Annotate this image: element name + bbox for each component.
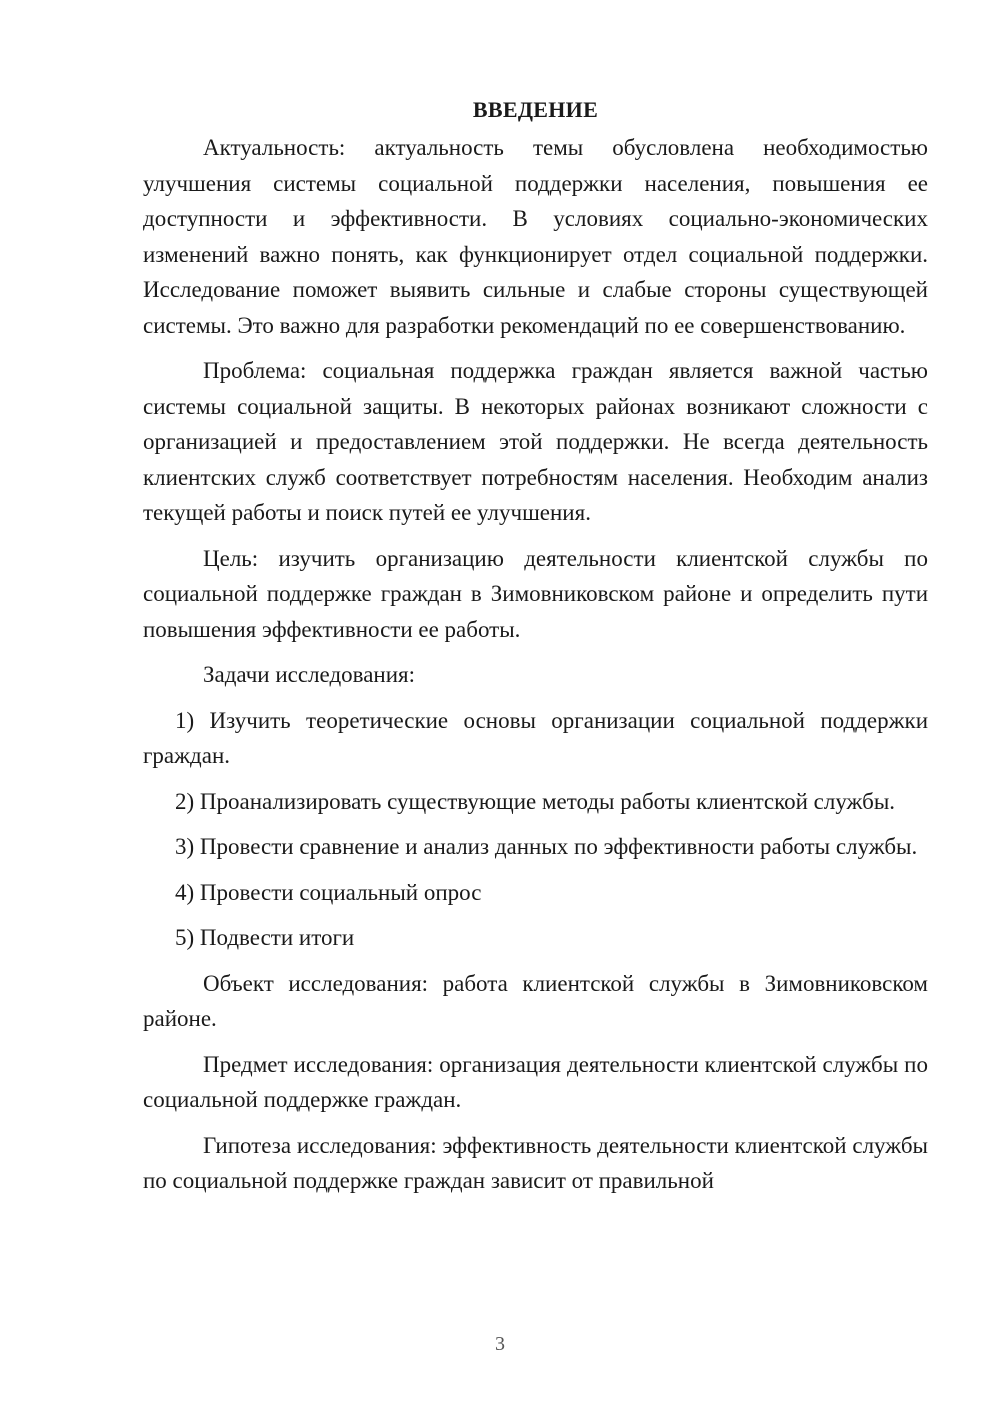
tasks-heading: Задачи исследования: xyxy=(203,662,416,687)
paragraph-subject: Предмет исследования: организация деятельности клиентской службы по социальной поддержке граждан. xyxy=(143,1051,928,1112)
section-title: ВВЕДЕНИЕ xyxy=(472,97,599,122)
task-item: 3) Провести сравнение и анализ данных по эффективности работы службы. xyxy=(175,834,918,859)
task-item: 1) Изучить теоретические основы организации социальной поддержки граждан. xyxy=(143,707,928,768)
tasks-list xyxy=(143,703,928,956)
paragraph-relevance: Актуальность: актуальность темы обусловлена необходимостью улучшения системы социальной поддержки населения, повышения ее доступности и эффективности. В условиях социально-экономических изменений важно понять, как функционирует отдел социальной поддержки. Исследование поможет выявить сильные и слабые стороны существующей системы. Это важно для разработки рекомендаций по ее совершенствованию. xyxy=(143,135,928,338)
task-item: 2) Проанализировать существующие методы работы клиентской службы. xyxy=(175,788,896,814)
paragraph-problem: Проблема: социальная поддержка граждан является важной частью системы социальной защиты. В некоторых районах возникают сложности с организацией и предоставлением этой поддержки. Не всегда деятельность клиентских служб соответствует потребностям населения. Необходим анализ текущей работы и поиск путей ее улучшения. xyxy=(143,358,928,525)
page-number: 3 xyxy=(495,1333,505,1355)
paragraph-goal: Цель: изучить организацию деятельности клиентской службы по социальной поддержке граждан в Зимовниковском районе и определить пути повышения эффективности ее работы. xyxy=(143,545,928,642)
paragraph-object: Объект исследования: работа клиентской службы в Зимовниковском районе. xyxy=(143,970,928,1031)
task-item: 4) Провести социальный опрос xyxy=(175,879,482,905)
paragraph-hypothesis: Гипотеза исследования: эффективность деятельности клиентской службы по социальной поддержке граждан зависит от правильной xyxy=(143,1132,928,1193)
page-content xyxy=(143,92,928,1209)
task-item: 5) Подвести итоги xyxy=(175,925,355,950)
